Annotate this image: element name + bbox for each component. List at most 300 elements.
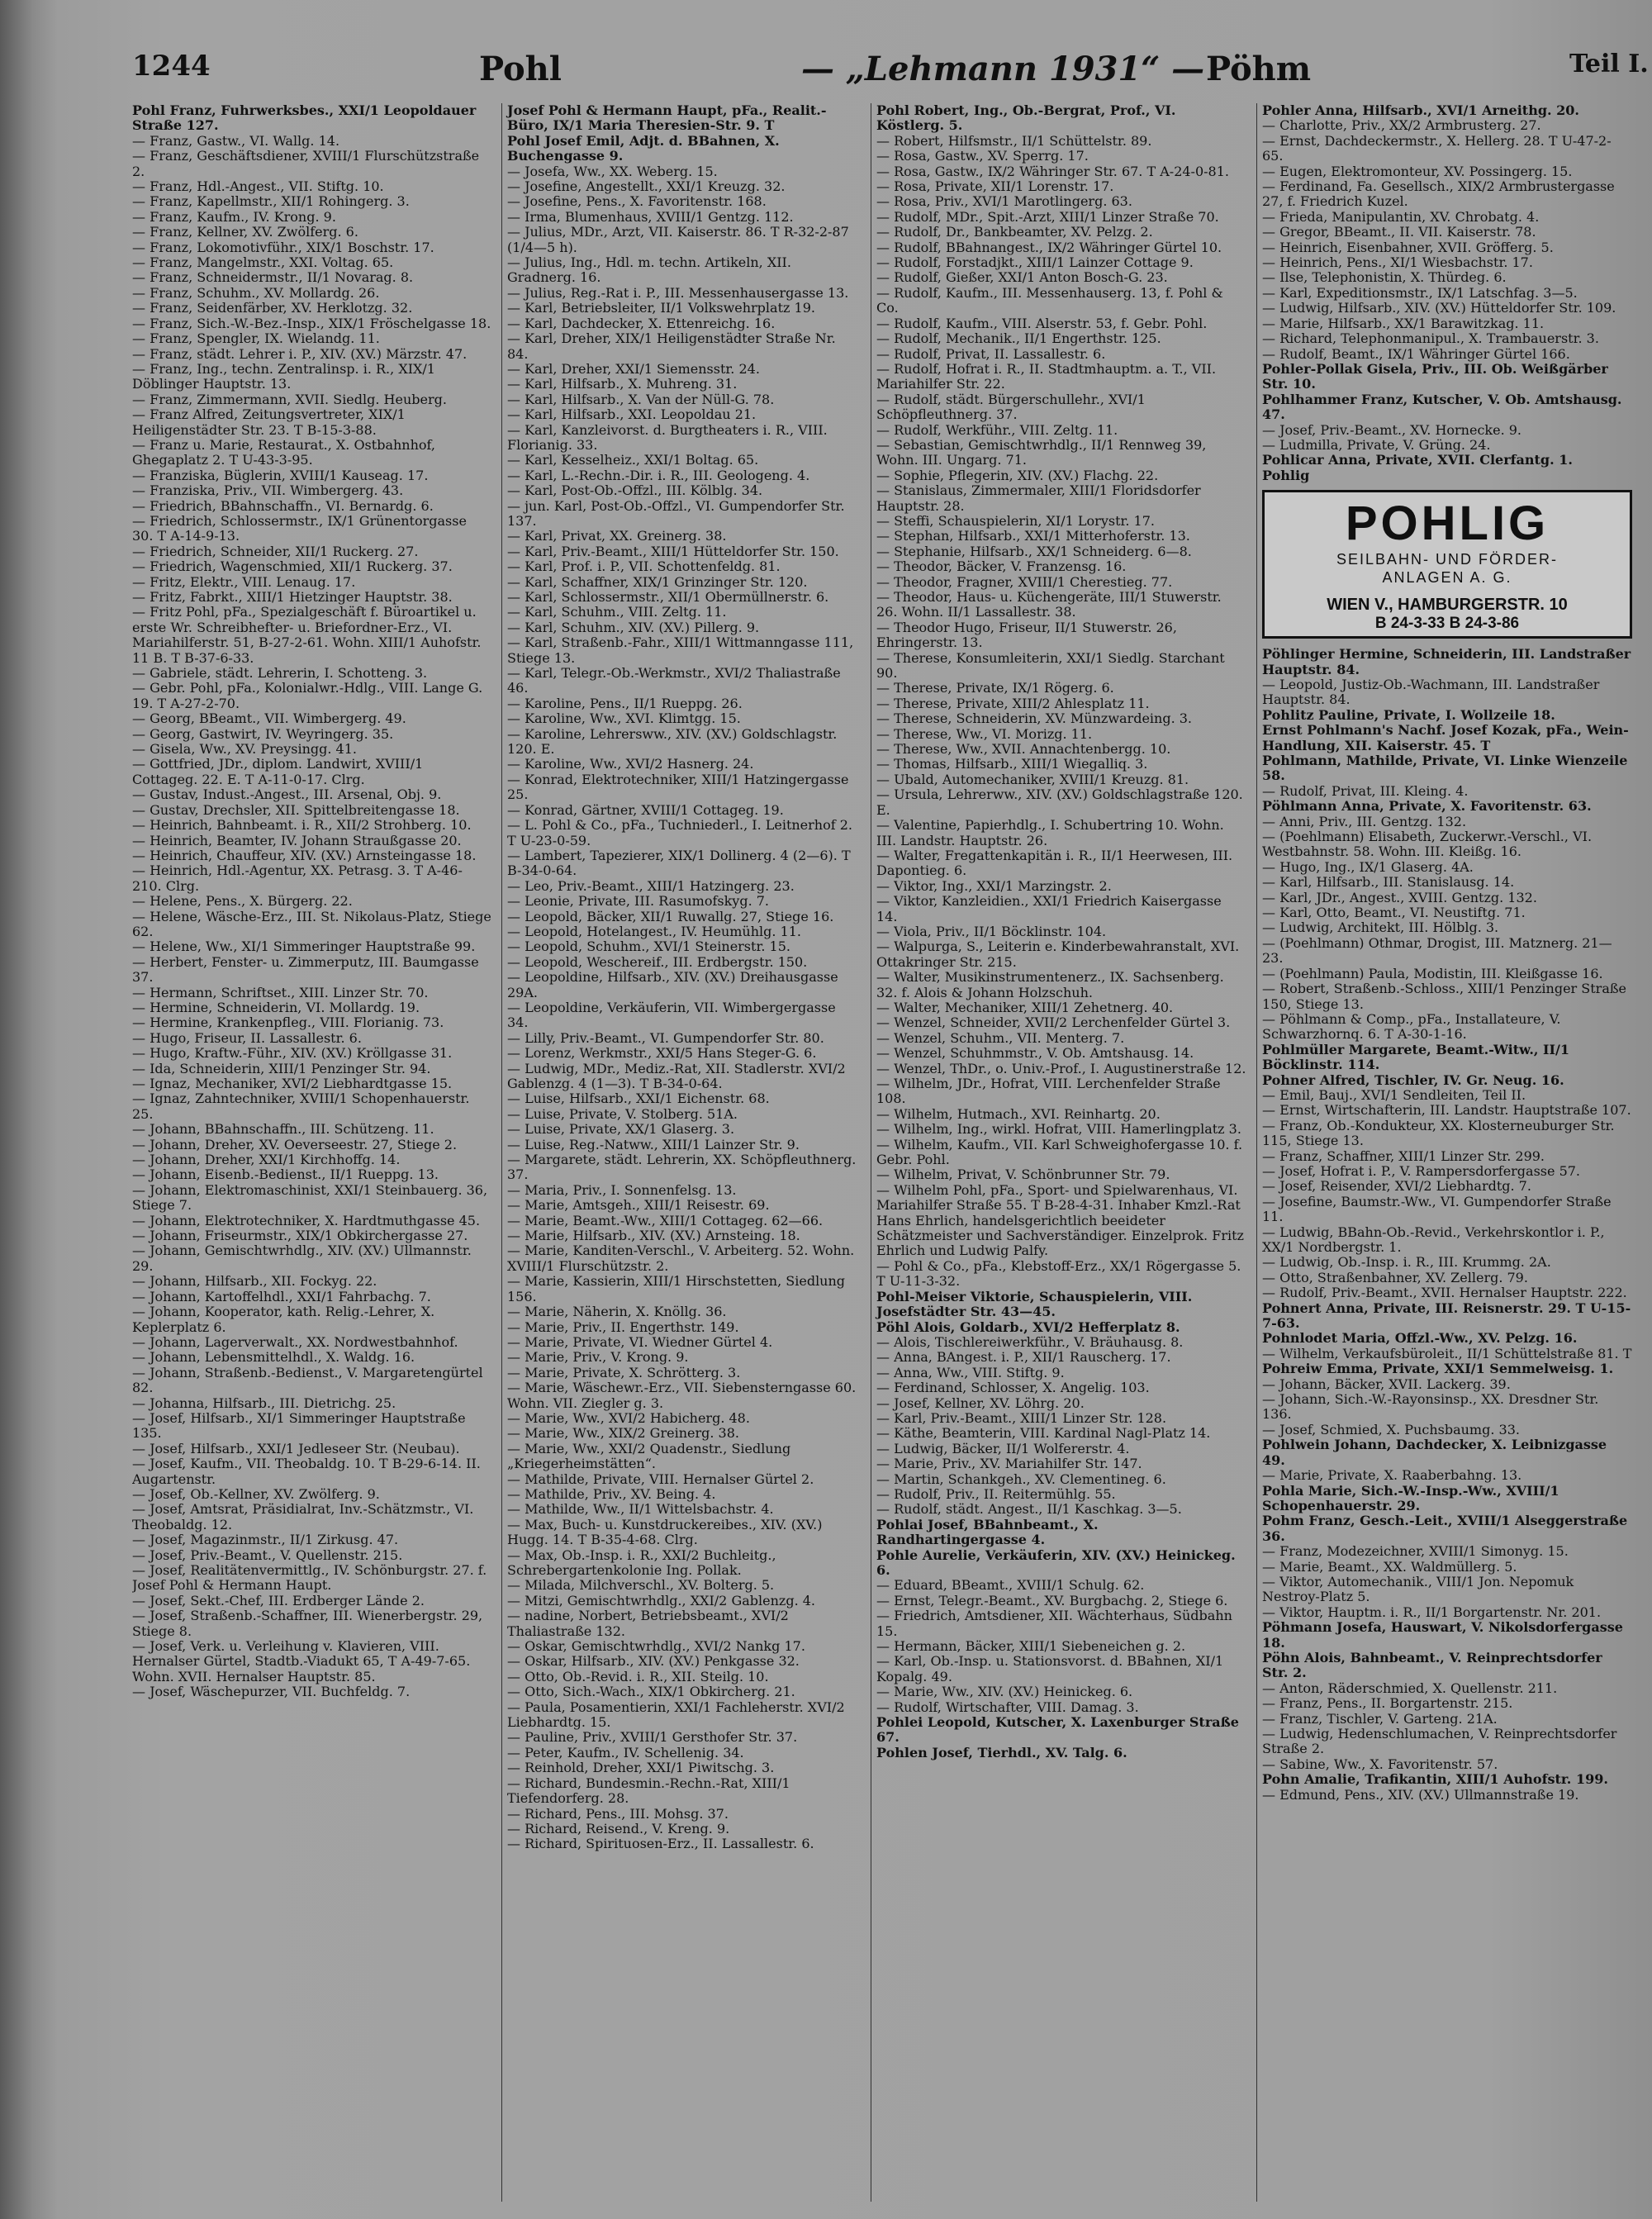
directory-entry: — Marie, Priv., V. Krong. 9. [507, 1349, 689, 1366]
directory-entry: Pohreiw Emma, Private, XXI/1 Semmelweisg. 1. [1262, 1361, 1614, 1377]
directory-entry: — Marie, Ww., XVI/2 Habicherg. 48. [507, 1409, 750, 1426]
directory-entry: — Julius, Ing., Hdl. m. techn. Artikeln, XII. Gradnerg. 16. [507, 254, 791, 286]
directory-entry: — Friedrich, Schneider, XII/1 Ruckerg. 27. [132, 543, 419, 559]
directory-entry: — Karl, Straßenb.-Fahr., XIII/1 Wittmanngasse 111, Stiege 13. [507, 634, 854, 666]
directory-entry: — Josef, Schmied, X. Puchsbaumg. 33. [1262, 1421, 1520, 1437]
directory-entry: — Rudolf, Kaufm., VIII. Alserstr. 53, f. Gebr. Pohl. [876, 315, 1208, 331]
directory-entry: — Thomas, Hilfsarb., XIII/1 Wiegalliq. 3. [876, 756, 1148, 772]
directory-entry: — L. Pohl & Co., pFa., Tuchniederl., I. Leitnerhof 2. T U-23-0-59. [507, 817, 853, 848]
directory-entry: — Rosa, Priv., XVI/1 Marotlingerg. 63. [876, 193, 1132, 210]
directory-entry: — Karl, Hilfsarb., X. Muhreng. 31. [507, 376, 738, 392]
directory-entry: — Leopoldine, Hilfsarb., XIV. (XV.) Dreihausgasse 29A. [507, 969, 838, 1000]
directory-entry: — Johann, BBahnschaffn., III. Schützeng. 11. [132, 1121, 434, 1138]
directory-entry: — Lambert, Tapezierer, XIX/1 Dollinerg. 4 (2—6). T B-34-0-64. [507, 847, 851, 879]
directory-entry: — Karl, Schaffner, XIX/1 Grinzinger Str. 120. [507, 573, 808, 590]
directory-entry: — Wenzel, ThDr., o. Univ.-Prof., I. Augustinerstraße 12. [876, 1060, 1246, 1076]
directory-entry: — Heinrich, Hdl.-Agentur, XX. Petrasg. 3. T A-46-210. Clrg. [132, 862, 463, 894]
directory-entry: — Franz, Sich.-W.-Bez.-Insp., XIX/1 Fröschelgasse 18. [132, 315, 491, 331]
directory-entry: — Ludmilla, Private, V. Grüng. 24. [1262, 436, 1491, 453]
directory-entry: Pohlmann, Mathilde, Private, VI. Linke Wienzeile 58. [1262, 753, 1628, 784]
column-4 [1256, 103, 1632, 2202]
directory-entry: — Karl, Ob.-Insp. u. Stationsvorst. d. BBahnen, XI/1 Kopalg. 49. [876, 1653, 1224, 1684]
directory-entry: — Karl, JDr., Angest., XVIII. Gentzg. 132. [1262, 889, 1537, 905]
directory-entry: — Hugo, Friseur, II. Lassallestr. 6. [132, 1029, 362, 1046]
directory-entry: — Pohl & Co., pFa., Klebstoff-Erz., XX/1 Rögergasse 5. T U-11-3-32. [876, 1257, 1241, 1290]
directory-entry: — Walter, Fregattenkapitän i. R., II/1 Heerwesen, III. Dapontieg. 6. [876, 847, 1233, 879]
directory-entry: — Steffi, Schauspielerin, XI/1 Lorystr. 17. [876, 512, 1155, 529]
directory-entry: — Richard, Telephonmanipul., X. Trambauerstr. 3. [1262, 330, 1599, 347]
directory-entry: — Leopold, Justiz-Ob.-Wachmann, III. Landstraßer Hauptstr. 84. [1262, 676, 1600, 708]
directory-entry: — Josef, Hilfsarb., XXI/1 Jedleseer Str. (Neubau). [132, 1440, 460, 1456]
directory-entry: — Therese, Konsumleiterin, XXI/1 Siedlg. Starchant 90. [876, 649, 1225, 682]
directory-entry: — Wenzel, Schuhm., VII. Menterg. 7. [876, 1029, 1125, 1046]
directory-entry: — Heinrich, Chauffeur, XIV. (XV.) Arnsteingasse 18. [132, 847, 477, 863]
directory-entry: — Rudolf, Dr., Bankbeamter, XV. Pelzg. 2. [876, 224, 1153, 240]
directory-entry: — Irma, Blumenhaus, XVIII/1 Gentzg. 112. [507, 208, 794, 225]
directory-entry: — Karl, Schuhm., XIV. (XV.) Pillerg. 9. [507, 619, 760, 635]
directory-entry: — Josefine, Baumstr.-Ww., VI. Gumpendorfer Straße 11. [1262, 1193, 1612, 1225]
directory-entry: — Ludwig, Architekt, III. Hölblg. 3. [1262, 919, 1499, 936]
directory-entry: — Karoline, Ww., XVI/2 Hasnerg. 24. [507, 756, 754, 772]
directory-entry: — Viktor, Hauptm. i. R., II/1 Borgartenstr. Nr. 201. [1262, 1604, 1602, 1620]
directory-entry: — Rudolf, Gießer, XXI/1 Anton Bosch-G. 23. [876, 269, 1168, 286]
directory-entry: — Leonie, Private, III. Rasumofskyg. 7. [507, 893, 770, 910]
directory-entry: — (Poehlmann) Paula, Modistin, III. Kleißgasse 16. [1262, 965, 1603, 981]
directory-entry: — Paula, Posamentierin, XXI/1 Fachleherstr. XVI/2 Liebhardtg. 15. [507, 1699, 845, 1731]
directory-entry: — Franz, Pens., II. Borgartenstr. 215. [1262, 1695, 1513, 1712]
directory-entry: — Karl, Hilfsarb., III. Stanislausg. 14. [1262, 874, 1515, 891]
directory-entry: — Karoline, Lehrersww., XIV. (XV.) Goldschlagstr. 120. E. [507, 725, 838, 758]
directory-entry: — Viktor, Ing., XXI/1 Marzingstr. 2. [876, 877, 1112, 894]
directory-entry: — Karl, Betriebsleiter, II/1 Volkswehrplatz 19. [507, 300, 815, 316]
directory-entry: — Luise, Private, V. Stolberg. 51A. [507, 1105, 738, 1122]
directory-entry: — Johann, Lagerverwalt., XX. Nordwestbahnhof. [132, 1333, 458, 1350]
directory-entry: — Karl, Privat, XX. Greinerg. 38. [507, 528, 727, 544]
directory-entry: — Franz, Modezeichner, XVIII/1 Simonyg. 15. [1262, 1543, 1569, 1560]
directory-entry: — Franz, Ing., techn. Zentralinsp. i. R., XIX/1 Döblinger Hauptstr. 13. [132, 360, 435, 392]
directory-entry: — Walpurga, S., Leiterin e. Kinderbewahranstalt, XVI. Ottakringer Str. 215. [876, 938, 1240, 970]
directory-entry: Pohler Anna, Hilfsarb., XVI/1 Arneithg. 20. [1262, 103, 1579, 118]
directory-entry: — Rudolf, Privat, II. Lassallestr. 6. [876, 345, 1106, 362]
directory-entry: — Pöhlmann & Comp., pFa., Installateure, V. Schwarzhornq. 6. T A-30-1-16. [1262, 1010, 1561, 1043]
directory-entry: — Johann, Elektrotechniker, X. Hardtmuthgasse 45. [132, 1212, 481, 1228]
directory-entry: — Franz, Zimmermann, XVII. Siedlg. Heuberg. [132, 391, 447, 407]
directory-entry: — Rudolf, BBahnangest., IX/2 Währinger Gürtel 10. [876, 239, 1222, 255]
directory-entry: — Richard, Bundesmin.-Rechn.-Rat, XIII/1 Tiefendorferg. 28. [507, 1775, 790, 1807]
directory-entry: — Marie, Kassierin, XIII/1 Hirschstetten, Siedlung 156. [507, 1273, 846, 1304]
directory-entry: — Eugen, Elektromonteur, XV. Possingerg. 15. [1262, 163, 1573, 179]
directory-entry: — Karl, Dreher, XXI/1 Siemensstr. 24. [507, 360, 760, 377]
directory-entry: — Rosa, Gastw., XV. Sperrg. 17. [876, 148, 1089, 164]
directory-entry: — Viktor, Automechanik., VIII/1 Jon. Nepomuk Nestroy-Platz 5. [1262, 1573, 1574, 1605]
directory-entry: Pöhlinger Hermine, Schneiderin, III. Landstraßer Hauptstr. 84. [1262, 646, 1631, 677]
directory-entry: — Stephan, Hilfsarb., XXI/1 Mitterhoferstr. 13. [876, 528, 1190, 544]
directory-entry: — Karl, Telegr.-Ob.-Werkmstr., XVI/2 Thaliastraße 46. [507, 665, 841, 696]
directory-entry: — Sabine, Ww., X. Favoritenstr. 57. [1262, 1756, 1498, 1772]
directory-entry: — Marie, Hilfsarb., XX/1 Barawitzkag. 11. [1262, 315, 1545, 331]
directory-entry: — Theodor Hugo, Friseur, II/1 Stuwerstr. 26, Ehringerstr. 13. [876, 619, 1177, 651]
directory-entry: Pohl-Meiser Viktorie, Schauspielerin, VIII. Josefstädter Str. 43—45. [876, 1288, 1193, 1320]
directory-entry: — Marie, Private, X. Raaberbahng. 13. [1262, 1467, 1522, 1484]
directory-entry: — Max, Ob.-Insp. i. R., XXI/2 Buchleitg., Schrebergartenkolonie Ing. Pollak. [507, 1547, 776, 1578]
directory-entry: — Johann, Lebensmittelhdl., X. Waldg. 16. [132, 1349, 415, 1366]
directory-entry: — Valentine, Papierhdlg., I. Schubertring 10. Wohn. III. Landstr. Hauptstr. 26. [876, 817, 1224, 848]
directory-entry: — Josef, Hilfsarb., XI/1 Simmeringer Hauptstraße 135. [132, 1409, 466, 1442]
directory-entry: — Franz, Schuhm., XV. Mollardg. 26. [132, 284, 380, 301]
directory-entry: — Rudolf, Mechanik., II/1 Engerthstr. 125. [876, 330, 1161, 347]
directory-entry: — Josef, Amtsrat, Präsidialrat, Inv.-Schätzmstr., VI. Theobaldg. 12. [132, 1501, 474, 1532]
directory-entry: — Marie, Private, VI. Wiedner Gürtel 4. [507, 1333, 773, 1350]
directory-entry: — Franz, Schneidermstr., II/1 Novarag. 8. [132, 269, 414, 286]
directory-entry: — Friedrich, BBahnschaffn., VI. Bernardg. 6. [132, 497, 434, 514]
directory-entry: — Gebr. Pohl, pFa., Kolonialwr.-Hdlg., VIII. Lange G. 19. T A-27-2-70. [132, 680, 483, 711]
directory-entry: — Josefine, Angestellt., XXI/1 Kreuzg. 32. [507, 178, 786, 195]
directory-entry: — Ludwig, Bäcker, II/1 Wolfererstr. 4. [876, 1440, 1130, 1456]
directory-entry: — Rudolf, Werkführ., VIII. Zeltg. 11. [876, 421, 1118, 438]
directory-entry: — Marie, Ww., XXI/2 Quadenstr., Siedlung „Kriegerheimstätten“. [507, 1440, 791, 1472]
directory-entry: — Margarete, städt. Lehrerin, XX. Schöpfleuthnerg. 37. [507, 1152, 857, 1183]
directory-entry: Pohnert Anna, Private, III. Reisnerstr. 29. T U-15-7-63. [1262, 1300, 1631, 1332]
directory-entry: — Gregor, BBeamt., II. VII. Kaiserstr. 78. [1262, 224, 1536, 240]
directory-entry: — Edmund, Pens., XIV. (XV.) Ullmannstraße 19. [1262, 1786, 1579, 1803]
directory-entry: — Gisela, Ww., XV. Preysingg. 41. [132, 741, 357, 758]
directory-entry: Pohlicar Anna, Private, XVII. Clerfantg. 1. [1262, 452, 1573, 468]
directory-entry: — Julius, Reg.-Rat i. P., III. Messenhausergasse 13. [507, 284, 849, 301]
directory-entry: Pohle Aurelie, Verkäuferin, XIV. (XV.) Heinickeg. 6. [876, 1547, 1236, 1578]
directory-entry: — Franz, Ob.-Kondukteur, XX. Klosterneuburger Str. 115, Stiege 13. [1262, 1117, 1615, 1149]
directory-entry: — Hermann, Bäcker, XIII/1 Siebeneichen g. 2. [876, 1638, 1186, 1655]
directory-entry: — Franz, Hdl.-Angest., VII. Stiftg. 10. [132, 178, 384, 195]
directory-entry: — Karl, Schuhm., VIII. Zeltg. 11. [507, 604, 727, 620]
directory-entry: — Karl, Dreher, XIX/1 Heiligenstädter Straße Nr. 84. [507, 330, 836, 362]
directory-entry: Ernst Pohlmann's Nachf. Josef Kozak, pFa., Wein-Handlung, XII. Kaiserstr. 45. T [1262, 722, 1629, 753]
directory-entry: — Konrad, Elektrotechniker, XIII/1 Hatzingergasse 25. [507, 771, 849, 803]
directory-entry: Pohlitz Pauline, Private, I. Wollzeile 18. [1262, 706, 1555, 723]
directory-entry: — Karl, Prof. i. P., VII. Schottenfeldg. 81. [507, 558, 781, 575]
column-2 [501, 103, 861, 2202]
directory-entry: — Josef, Ob.-Kellner, XV. Zwölferg. 9. [132, 1485, 380, 1502]
directory-entry: — Gottfried, JDr., diplom. Landwirt, XVIII/1 Cottageg. 22. E. T A-11-0-17. Clrg. [132, 756, 424, 787]
directory-entry: — Friedrich, Wagenschmied, XII/1 Ruckerg. 37. [132, 558, 453, 575]
directory-entry: — Therese, Private, XIII/2 Ahlesplatz 11. [876, 695, 1150, 711]
directory-entry: — Helene, Ww., XI/1 Simmeringer Hauptstraße 99. [132, 938, 476, 955]
directory-entry: — Karl, Hilfsarb., X. Van der Nüll-G. 78. [507, 391, 775, 407]
ad-line-1: SEILBAHN- UND FÖRDER- [1336, 551, 1559, 568]
directory-entry: — Mitzi, Gemischtwrhdlg., XXI/2 Gablenzg. 4. [507, 1592, 816, 1608]
directory-entry: — Wilhelm, JDr., Hofrat, VIII. Lerchenfelder Straße 108. [876, 1076, 1221, 1107]
directory-entry: Pohler-Pollak Gisela, Priv., III. Ob. Weißgärber Str. 10. [1262, 360, 1608, 392]
directory-entry: — Ursula, Lehrerww., XIV. (XV.) Goldschlagstraße 120. E. [876, 786, 1243, 818]
directory-entry: — (Poehlmann) Othmar, Drogist, III. Matznerg. 21—23. [1262, 934, 1612, 967]
directory-entry: — Richard, Spirituosen-Erz., II. Lassallestr. 6. [507, 1836, 814, 1852]
directory-entry: — Otto, Ob.-Revid. i. R., XII. Steilg. 10. [507, 1668, 769, 1684]
directory-entry: — Fritz, Fabrkt., XIII/1 Hietzinger Hauptstr. 38. [132, 589, 453, 605]
directory-entry: — Sophie, Pflegerin, XIV. (XV.) Flachg. 22. [876, 467, 1159, 483]
directory-entry: — Therese, Schneiderin, XV. Münzwardeing. 3. [876, 710, 1193, 727]
directory-entry: — Pauline, Priv., XVIII/1 Gersthofer Str. 37. [507, 1729, 798, 1746]
directory-entry: — Anna, BAngest. i. P., XII/1 Rauscherg. 17. [876, 1349, 1171, 1366]
directory-entry: — Theodor, Bäcker, V. Franzensg. 16. [876, 558, 1127, 575]
directory-entry: — Leopold, Weschereif., III. Erdbergstr. 150. [507, 953, 808, 970]
directory-entry: — Marie, Ww., XIV. (XV.) Heinickeg. 6. [876, 1684, 1133, 1700]
directory-entry: — Heinrich, Eisenbahner, XVII. Gröfferg. 5. [1262, 239, 1554, 255]
directory-entry: — Marie, Private, X. Schrötterg. 3. [507, 1364, 741, 1380]
directory-entry: — Josef, Sekt.-Chef, III. Erdberger Lände 2. [132, 1592, 425, 1608]
directory-entry: — Fritz, Elektr., VIII. Lenaug. 17. [132, 573, 356, 590]
directory-entry: — Franz Alfred, Zeitungsvertreter, XIX/1 Heiligenstädter Str. 23. T B-15-3-88. [132, 406, 406, 438]
directory-entry: — Josef, Verk. u. Verleihung v. Klavieren, VIII. Hernalser Gürtel, Stadtb.-Viadukt 65, T A-49-7-65. Wohn. XVII. Hernalser Hauptstr. 85. [132, 1638, 471, 1684]
directory-entry: — Milada, Milchverschl., XV. Bolterg. 5. [507, 1577, 775, 1594]
directory-entry: — Johann, Bäcker, XVII. Lackerg. 39. [1262, 1376, 1511, 1392]
directory-entry: — Franz, Tischler, V. Garteng. 21A. [1262, 1710, 1498, 1727]
directory-entry: — Ludwig, MDr., Mediz.-Rat, XII. Stadlerstr. XVI/2 Gablenzg. 4 (1—3). T B-34-0-64. [507, 1060, 846, 1091]
pohlig-advertisement [1262, 490, 1632, 639]
directory-entry: — Franz, Gastw., VI. Wallg. 14. [132, 132, 340, 149]
directory-entry: — Josefine, Pens., X. Favoritenstr. 168. [507, 193, 767, 210]
directory-entry: — Johann, Dreher, XXI/1 Kirchhoffg. 14. [132, 1152, 401, 1168]
directory-entry: — Otto, Straßenbahner, XV. Zellerg. 79. [1262, 1269, 1528, 1285]
directory-entry: — Rudolf, städt. Angest., II/1 Kaschkag. 3—5. [876, 1501, 1182, 1518]
directory-entry: — Ferdinand, Fa. Gesellsch., XIX/2 Armbrustergasse 27, f. Friedrich Kuzel. [1262, 178, 1615, 210]
directory-entry: — Rudolf, MDr., Spit.-Arzt, XIII/1 Linzer Straße 70. [876, 208, 1219, 225]
directory-entry: — Franz, Geschäftsdiener, XVIII/1 Flurschützstraße 2. [132, 148, 480, 179]
directory-entry: — Karl, Expeditionsmstr., IX/1 Latschfag. 3—5. [1262, 284, 1578, 301]
directory-entry: — Franz, Kapellmstr., XII/1 Rohingerg. 3. [132, 193, 410, 210]
directory-entry: — Karl, Priv.-Beamt., XIII/1 Linzer Str. 128. [876, 1409, 1167, 1426]
directory-entry: Pohlwein Johann, Dachdecker, X. Leibnizgasse 49. [1262, 1437, 1607, 1468]
directory-entry: — Robert, Hilfsmstr., II/1 Schüttelstr. 89. [876, 132, 1152, 149]
directory-entry: — Konrad, Gärtner, XVIII/1 Cottageg. 19. [507, 801, 784, 818]
directory-entry: — Karl, Schlossermstr., XII/1 Obermüllnerstr. 6. [507, 589, 829, 605]
directory-entry: — Karl, Dachdecker, X. Ettenreichg. 16. [507, 315, 776, 331]
directory-entry: — Franz, Schaffner, XIII/1 Linzer Str. 299. [1262, 1148, 1545, 1164]
directory-entry: Pohl Robert, Ing., Ob.-Bergrat, Prof., VI. Köstlerg. 5. [876, 103, 1176, 134]
directory-entry: — Stephanie, Hilfsarb., XX/1 Schneiderg. 6—8. [876, 543, 1192, 559]
directory-entry: — Ernst, Telegr.-Beamt., XV. Burgbachg. 2, Stiege 6. [876, 1592, 1228, 1608]
directory-entry: Pohlei Leopold, Kutscher, X. Laxenburger Straße 67. [876, 1714, 1239, 1746]
directory-entry: — Ernst, Dachdeckermstr., X. Hellerg. 28. T U-47-2-65. [1262, 132, 1612, 164]
directory-entry: Pöhl Alois, Goldarb., XVI/2 Hefferplatz 8. [876, 1319, 1180, 1335]
header-left-word: Pohl [479, 50, 562, 88]
directory-entry: — Hermine, Schneiderin, VI. Mollardg. 19. [132, 999, 420, 1015]
directory-entry: — Heinrich, Beamter, IV. Johann Straußgasse 20. [132, 832, 462, 848]
directory-entry: — Ida, Schneiderin, XIII/1 Penzinger Str. 94. [132, 1060, 431, 1076]
directory-entry: — Hermine, Krankenpfleg., VIII. Florianig. 73. [132, 1014, 444, 1031]
directory-entry: — Luise, Hilfsarb., XXI/1 Eichenstr. 68. [507, 1090, 770, 1107]
directory-entry: — Gustav, Indust.-Angest., III. Arsenal, Obj. 9. [132, 786, 442, 803]
directory-entry: — Anton, Räderschmied, X. Quellenstr. 211. [1262, 1680, 1558, 1696]
directory-entry: — Rosa, Private, XII/1 Lorenstr. 17. [876, 178, 1114, 195]
page-header [132, 50, 1649, 107]
directory-entry: — Charlotte, Priv., XX/2 Armbrusterg. 27. [1262, 117, 1541, 134]
directory-entry: — Franz, Kellner, XV. Zwölferg. 6. [132, 224, 358, 240]
directory-entry: — Marie, Priv., II. Engerthstr. 149. [507, 1319, 739, 1335]
directory-entry: Pohl Josef Emil, Adjt. d. BBahnen, X. Buchengasse 9. [507, 132, 780, 164]
directory-entry: — Leopold, Hotelangest., IV. Heumühlg. 11. [507, 923, 802, 939]
directory-entry: — Franz, Lokomotivführ., XIX/1 Boschstr. 17. [132, 239, 434, 255]
directory-entry: — Max, Buch- u. Kunstdruckereibes., XIV. (XV.) Hugg. 14. T B-35-4-68. Clrg. [507, 1516, 823, 1548]
directory-entry: — Karl, Post-Ob.-Offzl., III. Kölblg. 34. [507, 482, 763, 499]
directory-entry: — Therese, Ww., VI. Morizg. 11. [876, 725, 1093, 742]
directory-entry: — Stanislaus, Zimmermaler, XIII/1 Floridsdorfer Hauptstr. 28. [876, 482, 1201, 514]
directory-entry: — Richard, Reisend., V. Kreng. 9. [507, 1820, 730, 1836]
directory-entry: — Marie, Ww., XIX/2 Greinerg. 38. [507, 1425, 739, 1442]
directory-entry: — Ferdinand, Schlosser, X. Angelig. 103. [876, 1380, 1150, 1396]
directory-entry: — Johann, Dreher, XV. Oeverseestr. 27, Stiege 2. [132, 1136, 458, 1152]
directory-entry: — Karl, L.-Rechn.-Dir. i. R., III. Geologeng. 4. [507, 467, 810, 483]
directory-entry: Pohlai Josef, BBahnbeamt., X. Randhartingergasse 4. [876, 1516, 1099, 1548]
directory-entry: — Therese, Ww., XVII. Annachtenbergg. 10. [876, 741, 1171, 758]
directory-entry: — Wilhelm, Privat, V. Schönbrunner Str. 79. [876, 1167, 1170, 1183]
directory-entry: — Rosa, Gastw., IX/2 Währinger Str. 67. T A-24-0-81. [876, 163, 1229, 179]
directory-entry: — Rudolf, Priv., II. Reitermühlg. 55. [876, 1485, 1116, 1502]
directory-entry: — Peter, Kaufm., IV. Schellenig. 34. [507, 1744, 744, 1760]
directory-entry: — Karl, Kanzleivorst. d. Burgtheaters i. R., VIII. Florianig. 33. [507, 421, 828, 453]
directory-entry: — Wilhelm, Hutmach., XVI. Reinhartg. 20. [876, 1105, 1161, 1122]
directory-entry: — Maria, Priv., I. Sonnenfelsg. 13. [507, 1181, 737, 1198]
directory-entry: — Rudolf, Forstadjkt., XIII/1 Lainzer Cottage 9. [876, 254, 1194, 271]
ad-phones: B 24-3-33 B 24-3-86 [1374, 615, 1520, 633]
directory-entry: — Ludwig, Ob.-Insp. i. R., III. Krummg. 2A. [1262, 1254, 1551, 1271]
directory-entry: Pohner Alfred, Tischler, IV. Gr. Neug. 16. [1262, 1071, 1564, 1088]
directory-entry: — Hermann, Schriftset., XIII. Linzer Str. 70. [132, 984, 429, 1000]
part-label: Teil I. [1569, 50, 1649, 78]
directory-entry: — Ernst, Wirtschafterin, III. Landstr. Hauptstraße 107. [1262, 1102, 1631, 1119]
directory-entry: — Josef, Realitätenvermittlg., IV. Schönburgstr. 27. f. Josef Pohl & Hermann Haupt. [132, 1562, 487, 1594]
directory-entry: — Wenzel, Schuhmmstr., V. Ob. Amtshausg. 14. [876, 1045, 1194, 1062]
directory-entry: — Emil, Bauj., XVI/1 Sendleiten, Teil II. [1262, 1086, 1526, 1103]
directory-entry: — Gustav, Drechsler, XII. Spittelbreitengasse 18. [132, 801, 460, 818]
directory-entry: — Anna, Ww., VIII. Stiftg. 9. [876, 1364, 1065, 1380]
directory-entry: — Viola, Priv., II/1 Böcklinstr. 104. [876, 923, 1107, 939]
directory-entry: — Marie, Näherin, X. Knöllg. 36. [507, 1304, 727, 1320]
directory-entry: — Theodor, Haus- u. Küchengeräte, III/1 Stuwerstr. 26. Wohn. II/1 Lassallestr. 38. [876, 589, 1222, 620]
directory-entry: — Wilhelm Pohl, pFa., Sport- und Spielwarenhaus, VI. Mariahilfer Straße 55. T B-28-4-31. Inhaber Kmzl.-Rat Hans Ehrlich, handelsgerichtlich beeideter Schätzmeister und Sachverständiger. Einzelprok. Fritz Ehrlich und Ludwig Palfy. [876, 1181, 1244, 1259]
directory-entry: — Wilhelm, Kaufm., VII. Karl Schweighofergasse 10. f. Gebr. Pohl. [876, 1136, 1243, 1168]
directory-entry: — Ignaz, Zahntechniker, XVIII/1 Schopenhauerstr. 25. [132, 1090, 470, 1122]
directory-entry: — Josef, Wäschepurzer, VII. Buchfeldg. 7. [132, 1684, 411, 1700]
page-number: 1244 [132, 50, 211, 83]
directory-entry: — Franz, Kaufm., IV. Krong. 9. [132, 208, 336, 225]
directory-entry: Pohlmüller Margarete, Beamt.-Witw., II/1 Böcklinstr. 114. [1262, 1041, 1569, 1073]
directory-entry: Pohn Amalie, Trafikantin, XIII/1 Auhofstr. 199. [1262, 1771, 1608, 1788]
directory-entry: — Mathilde, Ww., II/1 Wittelsbachstr. 4. [507, 1501, 774, 1518]
directory-entry: — Josef, Hofrat i. P., V. Rampersdorfergasse 57. [1262, 1162, 1581, 1179]
directory-entry: — Richard, Pens., III. Mohsg. 37. [507, 1805, 729, 1822]
directory-entry: — Marie, Priv., XV. Mariahilfer Str. 147. [876, 1456, 1142, 1472]
directory-entry: — Franziska, Büglerin, XVIII/1 Kauseag. 17. [132, 467, 429, 483]
directory-entry: — Luise, Reg.-Natww., XIII/1 Lainzer Str. 9. [507, 1136, 800, 1152]
directory-entry: — Johann, Eisenb.-Bedienst., II/1 Rueppg. 13. [132, 1167, 439, 1183]
directory-entry: — Rudolf, Hofrat i. R., II. Stadtmhauptm. a. T., VII. Mariahilfer Str. 22. [876, 360, 1217, 392]
directory-entry: — Ludwig, Hedenschlumachen, V. Reinprechtsdorfer Straße 2. [1262, 1726, 1617, 1757]
publication-title: — „Lehmann 1931“ — [801, 50, 1205, 88]
directory-entry: Pohlhammer Franz, Kutscher, V. Ob. Amtshausg. 47. [1262, 391, 1622, 423]
directory-entry: — Reinhold, Dreher, XXI/1 Piwitschg. 3. [507, 1760, 775, 1776]
directory-entry: — Therese, Private, IX/1 Rögerg. 6. [876, 680, 1114, 696]
directory-entry: Pöhn Alois, Bahnbeamt., V. Reinprechtsdorfer Str. 2. [1262, 1649, 1602, 1681]
directory-entry: — Oskar, Gemischtwrhdlg., XVI/2 Nankg 17. [507, 1638, 805, 1655]
directory-entry: — Rudolf, Wirtschafter, VIII. Damag. 3. [876, 1699, 1139, 1715]
directory-entry: — Otto, Sich.-Wach., XIX/1 Obkircherg. 21. [507, 1684, 795, 1700]
directory-entry: — Julius, MDr., Arzt, VII. Kaiserstr. 86. T R-32-2-87 (1/4—5 h). [507, 224, 849, 255]
directory-entry: Pohnlodet Maria, Offzl.-Ww., XV. Pelzg. 16. [1262, 1330, 1578, 1347]
directory-entry: — Georg, BBeamt., VII. Wimbergerg. 49. [132, 710, 406, 727]
directory-entry: — Helene, Pens., X. Bürgerg. 22. [132, 893, 353, 910]
directory-entry: Pöhlmann Anna, Private, X. Favoritenstr. 63. [1262, 798, 1592, 815]
directory-entry: — Friedrich, Schlossermstr., IX/1 Grünentorgasse 30. T A-14-9-13. [132, 512, 467, 544]
directory-entry: — Walter, Mechaniker, XIII/1 Zehetnerg. 40. [876, 999, 1174, 1015]
column-1 [132, 103, 491, 2202]
directory-entry: Pöhmann Josefa, Hauswart, V. Nikolsdorfergasse 18. [1262, 1619, 1623, 1651]
directory-entry: — Franz, Seidenfärber, XV. Herklotzg. 32. [132, 300, 413, 316]
directory-entry: — Marie, Amtsgeh., XIII/1 Reisestr. 69. [507, 1197, 770, 1214]
directory-entry: — Johann, Elektromaschinist, XXI/1 Steinbauerg. 36, Stiege 7. [132, 1181, 488, 1214]
directory-entry: Pohl Franz, Fuhrwerksbes., XXI/1 Leopoldauer Straße 127. [132, 103, 477, 134]
directory-entry: — Lorenz, Werkmstr., XXI/5 Hans Steger-G. 6. [507, 1045, 817, 1062]
directory-entry: — Marie, Wäschewr.-Erz., VII. Siebensterngasse 60. Wohn. VII. Ziegler g. 3. [507, 1380, 857, 1411]
directory-entry: Pohlen Josef, Tierhdl., XV. Talg. 6. [876, 1744, 1127, 1760]
directory-entry: — Johann, Kooperator, kath. Relig.-Lehrer, X. Keplerplatz 6. [132, 1304, 435, 1335]
directory-entry: — Ludwig, Hilfsarb., XIV. (XV.) Hütteldorfer Str. 109. [1262, 300, 1616, 316]
directory-entry: Pohm Franz, Gesch.-Leit., XVIII/1 Alseggerstraße 36. [1262, 1513, 1628, 1544]
directory-entry: — Josef, Magazinmstr., II/1 Zirkusg. 47. [132, 1532, 399, 1548]
directory-entry: — Franziska, Priv., VII. Wimbergerg. 43. [132, 482, 404, 499]
column-3 [871, 103, 1246, 2202]
directory-entry: — Johann, Straßenb.-Bedienst., V. Margaretengürtel 82. [132, 1364, 483, 1396]
directory-entry: — Josef, Straßenb.-Schaffner, III. Wienerbergstr. 29, Stiege 8. [132, 1608, 483, 1639]
directory-entry: — Ilse, Telephonistin, X. Thürdeg. 6. [1262, 269, 1507, 286]
directory-entry: — Hugo, Kraftw.-Führ., XIV. (XV.) Kröllgasse 31. [132, 1045, 453, 1062]
directory-entry: — (Poehlmann) Elisabeth, Zuckerwr.-Verschl., VI. Westbahnstr. 58. Wohn. III. Kleißg. 16. [1262, 829, 1593, 860]
directory-entry: — Rudolf, Beamt., IX/1 Währinger Gürtel 166. [1262, 345, 1570, 362]
directory-entry: — Frieda, Manipulantin, XV. Chrobatg. 4. [1262, 208, 1540, 225]
directory-entry: — Robert, Straßenb.-Schloss., XIII/1 Penzinger Straße 150, Stiege 13. [1262, 981, 1627, 1012]
directory-entry: — Ludwig, BBahn-Ob.-Revid., Verkehrskontlor i. P., XX/1 Nordbergstr. 1. [1262, 1224, 1605, 1255]
directory-entry: — Karl, Otto, Beamt., VI. Neustiftg. 71. [1262, 905, 1526, 921]
directory-entry: — Josef, Priv.-Beamt., V. Quellenstr. 215. [132, 1547, 403, 1563]
directory-entry: — Hugo, Ing., IX/1 Glaserg. 4A. [1262, 858, 1474, 875]
directory-entry: — Alois, Tischlereiwerkführ., V. Bräuhausg. 8. [876, 1333, 1184, 1350]
directory-entry: — Fritz Pohl, pFa., Spezialgeschäft f. Büroartikel u. erste Wr. Schreibhefter- u. Briefordner-Erz., VI. Mariahilferstr. 51, B-27-2-61. Wohn. XIII/1 Auhofstr. 11 B. T B-37-6-33. [132, 604, 482, 666]
directory-entry: — Martin, Schankgeh., XV. Clementineg. 6. [876, 1471, 1166, 1487]
directory-entry: — Helene, Wäsche-Erz., III. St. Nikolaus-Platz, Stiege 62. [132, 908, 491, 939]
directory-entry: — Leopold, Schuhm., XVI/1 Steinerstr. 15. [507, 938, 790, 955]
directory-entry: — Gabriele, städt. Lehrerin, I. Schotteng. 3. [132, 665, 428, 682]
header-right-word: Pöhm [1206, 50, 1312, 88]
directory-entry: — nadine, Norbert, Betriebsbeamt., XVI/2 Thaliastraße 132. [507, 1608, 789, 1639]
directory-entry: — Johann, Kartoffelhdl., XXI/1 Fahrbachg. 7. [132, 1288, 431, 1304]
directory-entry: — Leo, Priv.-Beamt., XIII/1 Hatzingerg. 23. [507, 877, 795, 894]
ad-address: WIEN V., HAMBURGERSTR. 10 [1327, 596, 1568, 615]
directory-entry: — Walter, Musikinstrumentenerz., IX. Sachsenberg. 32. f. Alois & Johann Holzschuh. [876, 969, 1224, 1000]
directory-entry: — Josef, Priv.-Beamt., XV. Hornecke. 9. [1262, 421, 1522, 438]
directory-entry: — Franz u. Marie, Restaurat., X. Ostbahnhof, Ghegaplatz 2. T U-43-3-95. [132, 436, 435, 468]
directory-entry: — Lilly, Priv.-Beamt., VI. Gumpendorfer Str. 80. [507, 1029, 824, 1046]
directory-entry: — Johanna, Hilfsarb., III. Dietrichg. 25. [132, 1395, 396, 1411]
directory-entry: Pohlig [1262, 467, 1310, 483]
ad-title: POHLIG [1345, 497, 1550, 551]
directory-entry: — Georg, Gastwirt, IV. Weyringerg. 35. [132, 725, 394, 742]
directory-entry: — Marie, Kanditen-Verschl., V. Arbeiterg. 52. Wohn. XVIII/1 Flurschützstr. 2. [507, 1243, 855, 1274]
directory-entry: — Käthe, Beamterin, VIII. Kardinal Nagl-Platz 14. [876, 1425, 1211, 1442]
directory-entry: — Rudolf, städt. Bürgerschullehr., XVI/1 Schöpfleuthnerg. 37. [876, 391, 1146, 423]
directory-entry: — Mathilde, Priv., XV. Being. 4. [507, 1485, 716, 1502]
directory-entry: — Oskar, Hilfsarb., XIV. (XV.) Penkgasse 32. [507, 1653, 800, 1670]
directory-entry: — Marie, Beamt., XX. Waldmüllerg. 5. [1262, 1558, 1517, 1575]
directory-entry: — Leopoldine, Verkäuferin, VII. Wimbergergasse 34. [507, 999, 836, 1031]
directory-entry: Pohla Marie, Sich.-W.-Insp.-Ww., XVIII/1 Schopenhauerstr. 29. [1262, 1482, 1559, 1513]
